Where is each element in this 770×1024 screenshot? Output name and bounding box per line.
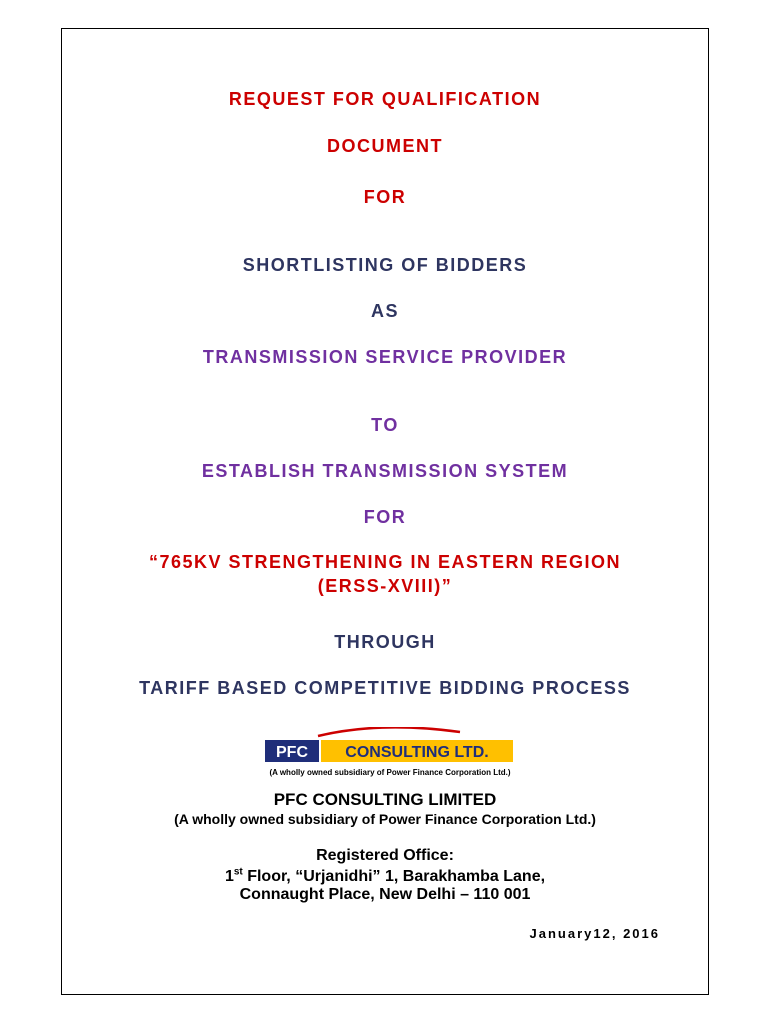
logo-pfc-text: PFC [276, 744, 308, 761]
floor-ordinal: st [233, 866, 243, 878]
title-line-6: TRANSMISSION SERVICE PROVIDER [202, 347, 568, 367]
title-line-2: DOCUMENT [327, 136, 443, 156]
registered-office-label: Registered Office: [316, 847, 454, 864]
title-line-11: (ERSS-XVIII)” [317, 576, 453, 596]
title-line-12: THROUGH [334, 632, 436, 652]
title-line-9: FOR [363, 507, 407, 527]
logo-tagline: (A wholly owned subsidiary of Power Finance Corporation Ltd.) [269, 768, 511, 777]
logo-consulting-text: CONSULTING LTD. [345, 744, 489, 761]
logo-swoosh [318, 727, 460, 736]
title-line-10: “765KV STRENGTHENING IN EASTERN REGION [148, 552, 622, 572]
address-line-1 [0, 868, 770, 886]
title-line-7: TO [371, 415, 399, 435]
title-line-1: REQUEST FOR QUALIFICATION [228, 89, 542, 109]
company-subsidiary: (A wholly owned subsidiary of Power Finance Corporation Ltd.) [174, 811, 596, 827]
document-date: January12, 2016 [529, 926, 660, 941]
title-line-3: FOR [363, 187, 407, 207]
pfc-consulting-logo [260, 727, 520, 780]
address-line-1-rest: Floor, “Urjanidhi” 1, Barakhamba Lane, [242, 868, 546, 885]
company-name: PFC CONSULTING LIMITED [273, 790, 497, 809]
title-line-13: TARIFF BASED COMPETITIVE BIDDING PROCESS [139, 678, 631, 698]
title-line-4: SHORTLISTING OF BIDDERS [242, 255, 528, 275]
title-line-5: AS [370, 301, 399, 321]
title-line-8: ESTABLISH TRANSMISSION SYSTEM [201, 461, 569, 481]
floor-number: 1 [224, 868, 234, 885]
address-line-2: Connaught Place, New Delhi – 110 001 [239, 886, 531, 903]
